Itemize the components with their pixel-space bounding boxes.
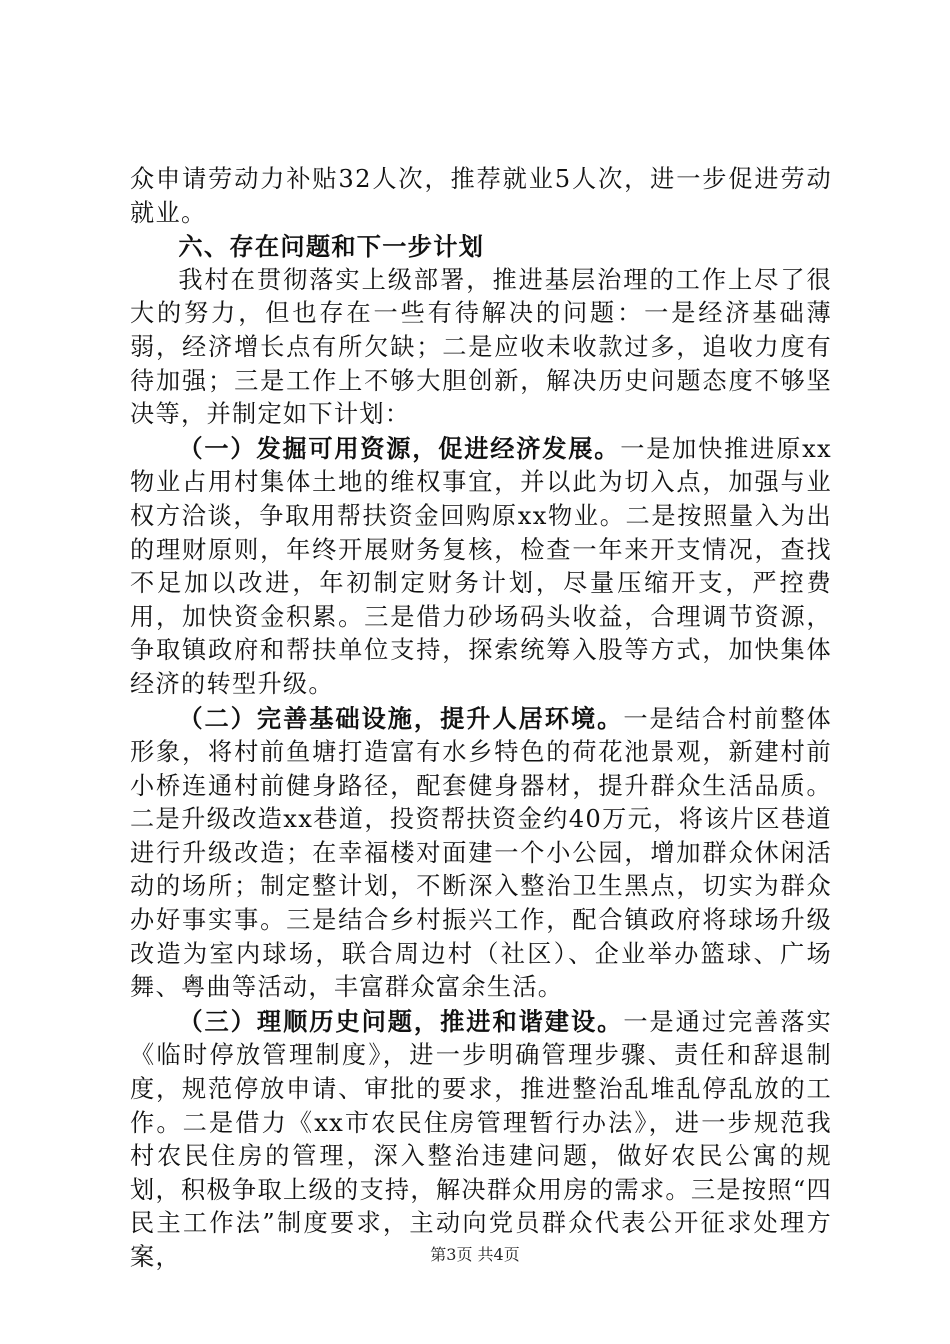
- paragraph-text: 众申请劳动力补贴32人次，推荐就业5人次，进一步促进劳动就业。: [130, 165, 832, 227]
- paragraph: [130, 702, 832, 1005]
- paragraph-lead: （三）理顺历史问题，推进和谐建设。: [178, 1006, 624, 1036]
- paragraph-text: 一是结合村前整体形象，将村前鱼塘打造富有水乡特色的荷花池景观，新建村前小桥连通村前健身路径，配套健身器材，提升群众生活品质。二是升级改造xx巷道，投资帮扶资金约40万元，将该片区巷道进行升级改造；在幸福楼对面建一个小公园，增加群众休闲活动的场所；制定整计划，不断深入整治卫生黑点，切实为群众办好事实事。三是结合乡村振兴工作，配合镇政府将球场升级改造为室内球场，联合周边村（社区）、企业举办篮球、广场舞、粤曲等活动，丰富群众富余生活。: [130, 704, 832, 1002]
- paragraph: [130, 1005, 832, 1275]
- paragraph-lead: （一）发掘可用资源，促进经济发展。: [178, 433, 621, 463]
- paragraph: [130, 264, 832, 432]
- paragraph: [130, 432, 832, 702]
- section-heading: 六、存在问题和下一步计划: [178, 232, 485, 262]
- paragraph-lead: （二）完善基础设施，提升人居环境。: [178, 703, 624, 733]
- paragraph-continuation: [130, 163, 832, 230]
- paragraph-text: 一是通过完善落实《临时停放管理制度》，进一步明确管理步骤、责任和辞退制度，规范停放申请、审批的要求，推进整治乱堆乱停乱放的工作。二是借力《xx市农民住房管理暂行办法》，进一步规范我村农民住房的管理，深入整治违建问题，做好农民公寓的规划，积极争取上级的支持，解决群众用房的需求。三是按照“四民主工作法”制度要求，主动向党员群众代表公开征求处理方案，: [130, 1007, 832, 1271]
- document-body: [130, 163, 832, 1275]
- page-footer: [0, 1242, 950, 1265]
- paragraph-text: 我村在贯彻落实上级部署，推进基层治理的工作上尽了很大的努力，但也存在一些有待解决的问题：一是经济基础薄弱，经济增长点有所欠缺；二是应收未收款过多，追收力度有待加强；三是工作上不够大胆创新，解决历史问题态度不够坚决等，并制定如下计划：: [130, 265, 832, 429]
- paragraph-text: 一是加快推进原xx物业占用村集体土地的维权事宜，并以此为切入点，加强与业权方洽谈，争取用帮扶资金回购原xx物业。二是按照量入为出的理财原则，年终开展财务复核，检查一年来开支情况，查找不足加以改进，年初制定财务计划，尽量压缩开支，严控费用，加快资金积累。三是借力砂场码头收益，合理调节资源，争取镇政府和帮扶单位支持，探索统筹入股等方式，加快集体经济的转型升级。: [130, 434, 833, 698]
- page-number: 第3页 共4页: [430, 1245, 520, 1264]
